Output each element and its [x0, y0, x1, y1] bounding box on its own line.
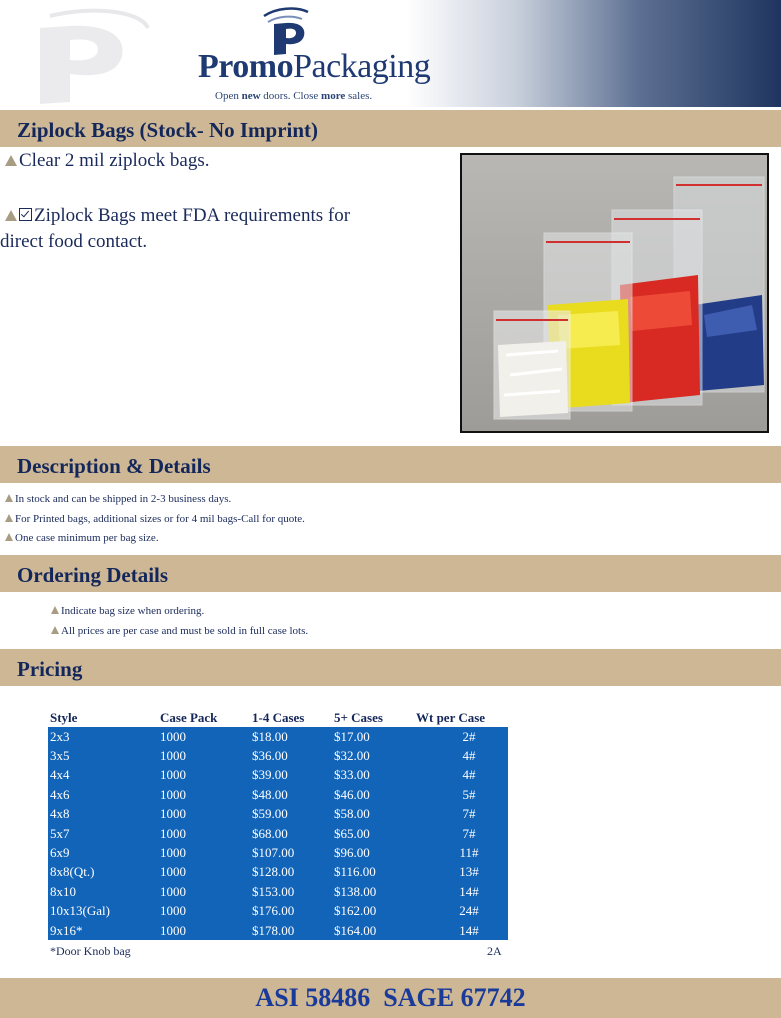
- table-row: [48, 902, 508, 921]
- cell-price-5-plus: $17.00: [334, 728, 370, 744]
- description-item-3: [5, 532, 159, 544]
- cell-case-pack: 1000: [160, 806, 186, 822]
- cell-price-1-4: $153.00: [252, 883, 295, 899]
- intro-bullet-2-line1: Ziplock Bags meet FDA requirements for: [34, 205, 351, 226]
- brand-name-part2: Packaging: [293, 48, 431, 85]
- cell-case-pack: 1000: [160, 922, 186, 938]
- cell-style: 2x3: [50, 728, 70, 744]
- cell-price-1-4: $68.00: [252, 825, 288, 841]
- pricing-title: Pricing: [17, 657, 83, 681]
- product-photo: [460, 153, 769, 433]
- cell-price-1-4: $48.00: [252, 786, 288, 802]
- cell-weight: 24#: [459, 903, 479, 919]
- cell-price-5-plus: $164.00: [334, 922, 377, 938]
- triangle-bullet-icon: [5, 533, 13, 541]
- cell-style: 10x13(Gal): [50, 903, 110, 919]
- ordering-item-2: [51, 625, 308, 637]
- cell-price-5-plus: $162.00: [334, 903, 377, 919]
- triangle-bullet-icon: [51, 626, 59, 634]
- description-item-2-text: For Printed bags, additional sizes or for 4 mil bags-Call for quote.: [15, 513, 305, 525]
- cell-weight: 14#: [459, 922, 479, 938]
- intro-bullet-1: [5, 150, 209, 172]
- header-1-4-cases: 1-4 Cases: [252, 710, 305, 725]
- cell-price-1-4: $36.00: [252, 748, 288, 764]
- description-title: Description & Details: [17, 454, 211, 478]
- table-row: [48, 824, 508, 843]
- cell-case-pack: 1000: [160, 728, 186, 744]
- table-row: [48, 843, 508, 862]
- pricing-table: [48, 709, 508, 940]
- page-header: [0, 0, 781, 107]
- cell-price-1-4: $176.00: [252, 903, 295, 919]
- cell-price-5-plus: $58.00: [334, 806, 370, 822]
- cell-price-1-4: $178.00: [252, 922, 295, 938]
- cell-price-5-plus: $32.00: [334, 748, 370, 764]
- table-row: [48, 882, 508, 901]
- watermark-p-logo: [30, 8, 150, 104]
- tagline-more: more: [321, 90, 346, 102]
- triangle-bullet-icon: [5, 210, 17, 221]
- ordering-item-2-text: All prices are per case and must be sold in full case lots.: [61, 625, 309, 637]
- cell-weight: 4#: [462, 748, 476, 764]
- cell-weight: 4#: [462, 767, 476, 783]
- footer-asi-sage: ASI 58486 SAGE 67742: [255, 983, 526, 1012]
- cell-price-1-4: $128.00: [252, 864, 295, 880]
- footer-bar: [0, 978, 781, 1018]
- tagline-new: new: [241, 90, 261, 102]
- header-style: Style: [50, 710, 78, 725]
- intro-bullet-2-line2: direct food contact.: [0, 231, 148, 252]
- table-row: [48, 785, 508, 804]
- page-code: 2A: [487, 944, 502, 958]
- table-row: [48, 921, 508, 940]
- cell-case-pack: 1000: [160, 903, 186, 919]
- ordering-item-1: [51, 605, 204, 617]
- triangle-bullet-icon: [5, 155, 17, 166]
- cell-weight: 5#: [462, 786, 476, 802]
- cell-price-1-4: $39.00: [252, 767, 288, 783]
- table-row: [48, 805, 508, 824]
- tagline-text-3: sales.: [345, 90, 373, 102]
- cell-price-5-plus: $116.00: [334, 864, 376, 880]
- product-title: Ziplock Bags (Stock- No Imprint): [17, 118, 319, 142]
- cell-weight: 14#: [459, 883, 479, 899]
- ordering-title-bar: [0, 555, 781, 592]
- cell-style: 9x16*: [50, 922, 83, 938]
- cell-price-1-4: $107.00: [252, 845, 295, 861]
- triangle-bullet-icon: [5, 494, 13, 502]
- cell-style: 5x7: [50, 825, 70, 841]
- cell-weight: 2#: [462, 728, 476, 744]
- brand-name: [198, 48, 430, 86]
- description-title-bar: [0, 446, 781, 483]
- description-item-1: [5, 493, 231, 505]
- cell-style: 6x9: [50, 845, 70, 861]
- description-item-3-text: One case minimum per bag size.: [15, 532, 159, 544]
- cell-price-1-4: $59.00: [252, 806, 288, 822]
- cell-price-5-plus: $65.00: [334, 825, 370, 841]
- cell-case-pack: 1000: [160, 883, 186, 899]
- cell-weight: 13#: [459, 864, 479, 880]
- pricing-title-bar: [0, 649, 781, 686]
- table-footnote: *Door Knob bag: [50, 944, 131, 958]
- intro-bullet-2: [0, 203, 351, 255]
- checkbox-checked-icon: [19, 208, 32, 221]
- tagline: [215, 90, 372, 102]
- cell-case-pack: 1000: [160, 864, 186, 880]
- cell-case-pack: 1000: [160, 767, 186, 783]
- cell-weight: 7#: [462, 825, 476, 841]
- ordering-title: Ordering Details: [17, 563, 169, 587]
- triangle-bullet-icon: [5, 514, 13, 522]
- table-row: [48, 746, 508, 765]
- table-row: [48, 766, 508, 785]
- tagline-text-1: Open: [215, 90, 242, 102]
- brand-name-part1: Promo: [198, 48, 294, 85]
- ziplock-bags-illustration: [462, 155, 767, 431]
- cell-case-pack: 1000: [160, 748, 186, 764]
- pricing-header-row: [48, 709, 508, 727]
- description-item-1-text: In stock and can be shipped in 2-3 business days.: [15, 493, 232, 505]
- cell-price-5-plus: $96.00: [334, 845, 370, 861]
- tagline-text-2: doors. Close: [260, 90, 322, 102]
- cell-style: 8x8(Qt.): [50, 864, 95, 880]
- table-row: [48, 727, 508, 746]
- cell-style: 4x4: [50, 767, 70, 783]
- cell-price-5-plus: $46.00: [334, 786, 370, 802]
- cell-weight: 11#: [459, 845, 479, 861]
- cell-price-5-plus: $138.00: [334, 883, 377, 899]
- cell-case-pack: 1000: [160, 786, 186, 802]
- triangle-bullet-icon: [51, 606, 59, 614]
- cell-price-5-plus: $33.00: [334, 767, 370, 783]
- header-case-pack: Case Pack: [160, 710, 218, 725]
- header-wt-per-case: Wt per Case: [416, 710, 486, 725]
- cell-style: 4x6: [50, 786, 70, 802]
- description-item-2: [5, 513, 305, 525]
- cell-case-pack: 1000: [160, 825, 186, 841]
- product-title-bar: [0, 110, 781, 147]
- header-5-plus-cases: 5+ Cases: [334, 710, 383, 725]
- cell-price-1-4: $18.00: [252, 728, 288, 744]
- cell-style: 8x10: [50, 883, 76, 899]
- cell-case-pack: 1000: [160, 845, 186, 861]
- cell-weight: 7#: [462, 806, 476, 822]
- ordering-item-1-text: Indicate bag size when ordering.: [61, 605, 205, 617]
- cell-style: 3x5: [50, 748, 70, 764]
- table-row: [48, 863, 508, 882]
- intro-bullet-1-text: Clear 2 mil ziplock bags.: [19, 150, 210, 171]
- cell-style: 4x8: [50, 806, 70, 822]
